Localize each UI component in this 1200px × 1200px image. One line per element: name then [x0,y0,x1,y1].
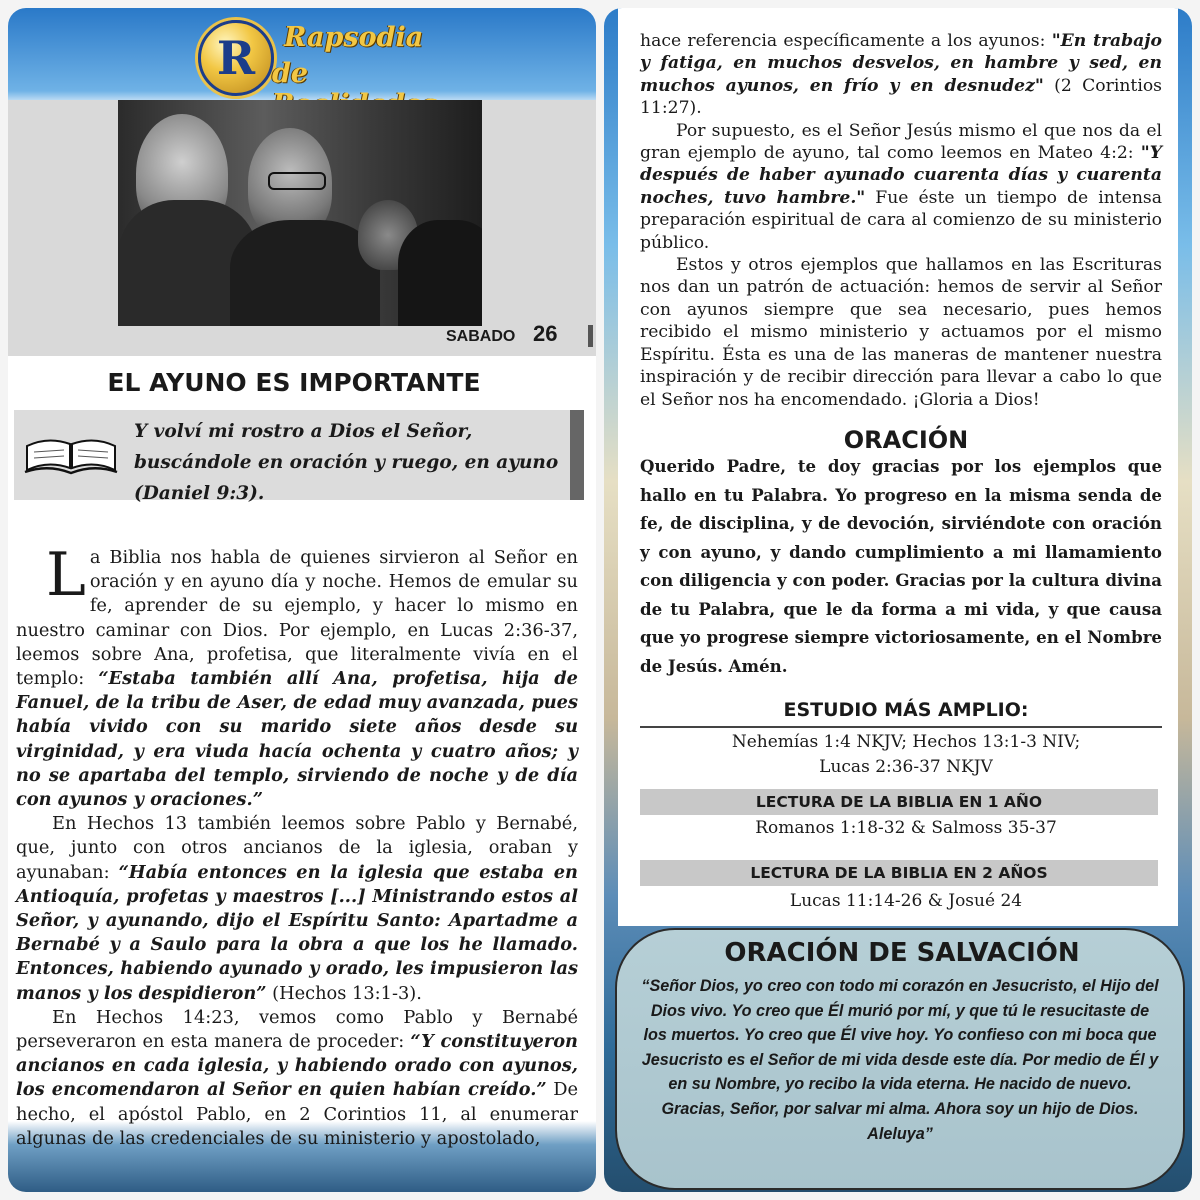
quote-lucas: “Estaba también allí Ana, profetisa, hija de Fanuel, de la tribu de Aser, de edad muy avanzada, pues había vivido con su marido siete años desde su virginidad, y era viuda hacía ochenta y cuatro años; y no se apartaba del templo, sirviendo de noche y de día con ayunos y oraciones.” [16,668,578,811]
continued-ref: (2 Corintios 11:27). [640,75,1162,119]
paragraph-4-end: Fue éste un tiempo de intensa preparación espiritual de cara al comienzo de su ministerio público. [640,187,1162,253]
oracion-title: ORACIÓN [843,426,969,454]
study-line-2: Lucas 2:36-37 NKJV [819,757,993,777]
study-divider [640,726,1162,728]
day-name: SABADO [446,328,516,345]
oracion-text: Querido Padre, te doy gracias por los ejemplos que hallo en tu Palabra. Yo progreso en la misma senda de fe, de disciplina, y de devoción, sirviéndote con oración y con ayuno, y dando cumplimiento a mi llamamiento con diligencia y con poder. Gracias por la cultura divina de tu Palabra, que le da forma a mi vida, y que causa que yo progrese siempre victoriosamente, en el Nombre de Jesús. Amén. [640,456,1162,676]
study-line-1: Nehemías 1:4 NKJV; Hechos 13:1-3 NIV; [731,732,1081,752]
reading-1-year-title: LECTURA DE LA BIBLIA EN 1 AÑO [640,789,1158,815]
rapsodia-logo [194,18,454,98]
quote-hechos-14: “Y constituyeron ancianos en cada iglesia, y habiendo orado con ayunos, los encomendaron al Señor en quien habían creído.” [16,1031,578,1101]
study-title: ESTUDIO MÁS AMPLIO: [783,699,1029,721]
paragraph-3-continuation: De hecho, el apóstol Pablo, en 2 Corintios 11, al enumerar algunas de las credenciales de su ministerio y apostolado, [16,1079,579,1149]
quote-mateo: "Y después de haber ayunado cuarenta días y cuarenta noches, tuvo hambre." [640,143,1162,208]
paragraph-4 [640,120,1162,254]
reading-1-year-text: Romanos 1:18-32 & Salmoss 35-37 [755,818,1057,838]
verse-box [14,410,584,504]
paragraph-2-ref: (Hechos 13:1-3). [266,982,422,1004]
reading-2-year-text: Lucas 11:14-26 & Josué 24 [789,891,1023,911]
logo-line-1: Rapsodia [284,22,424,53]
logo-line-2: de [272,58,309,89]
left-page [8,8,596,1192]
paragraph-3 [16,1006,578,1151]
salvation-prayer-box [615,928,1185,1190]
paragraph-3-text: En Hechos 14:23, vemos como Pablo y Bernabé perseveraron en esta manera de proceder: [16,1006,578,1053]
paragraph-2 [16,812,578,1006]
quote-hechos-13: “Había entonces en la iglesia que estaba en Antioquía, profetas y maestros [...] Ministrando estos al Señor, y ayunando, dijo el Espíritu Santo: Apartadme a Bernabé y a Saulo para la obra a que los he llamado. Entonces, habiendo ayunado y orado, les impusieron las manos y los despidieron” [16,861,578,1004]
logo-coin-icon [198,20,274,96]
continued-text: hace referencia específicamente a los ayunos: [640,31,1052,51]
paragraph-4-text: Por supuesto, es el Señor Jesús mismo el que nos da el gran ejemplo de ayuno, tal como leemos en Mateo 4:2: [640,120,1162,164]
logo-letter: R [216,31,256,85]
photo-band [8,100,596,356]
drop-cap: L [46,540,86,610]
paragraph-1 [16,540,578,812]
article-body-left [16,540,579,1151]
article-body-right [640,30,1162,411]
paragraph-2-text: En Hechos 13 también leemos sobre Pablo y Bernabé, que, junto con otros ancianos de la iglesia, oraban y ayunaban: [16,813,578,883]
reading-2-year-title: LECTURA DE LA BIBLIA EN 2 AÑOS [640,860,1158,886]
verse-text: Y volví mi rostro a Dios el Señor, buscándole en oración y ruego, en ayuno (Daniel 9:3). [134,421,559,504]
page-title: EL AYUNO ES IMPORTANTE [107,368,481,397]
paragraph-1-text: a Biblia nos habla de quienes sirvieron al Señor en oración y en ayuno día y noche. Hemos de emular su fe, aprender de su ejemplo, y hacer lo mismo en nuestro caminar con Dios. Por ejemplo, en Lucas 2:36-37, leemos sobre Ana, profetisa, que literalmente vivía en el templo: [16,547,578,690]
quote-corintios: "En trabajo y fatiga, en muchos desvelos, en hambre y sed, en muchos ayunos, en frío y en desnudez" [640,31,1162,96]
salvation-text: “Señor Dios, yo creo con todo mi corazón en Jesucristo, el Hijo del Dios vivo. Yo creo que Él murió por mí, y que tú le resucitaste de los muertos. Yo creo que Él vive hoy. Yo confieso con mi boca que Jesucristo es el Señor de mi vida desde este día. Por medio de Él y en su Nombre, yo recibo la vida eterna. He nacido de nuevo. Gracias, Señor, por salvar mi alma. Ahora soy un hijo de Dios. Aleluya” [641,977,1159,1143]
header-photo [118,100,482,326]
open-book-icon [24,436,118,476]
salvation-title: ORACIÓN DE SALVACIÓN [724,938,1080,968]
verse-bar [570,410,584,500]
paragraph-continued [640,30,1162,120]
paragraph-5: Estos y otros ejemplos que hallamos en las Escrituras nos dan un patrón de actuación: hemos de servir al Señor con ayunos siempre que sea necesario, pues hemos recibido el mismo ministerio y actuamos por el mismo Espíritu. Ésta es una de las maneras de mantener nuestra inspiración y de recibir dirección para llevar a cabo lo que el Señor nos ha encomendado. ¡Gloria a Dios! [640,255,1162,410]
date-divider [588,325,593,347]
day-number: 26 [533,321,558,346]
